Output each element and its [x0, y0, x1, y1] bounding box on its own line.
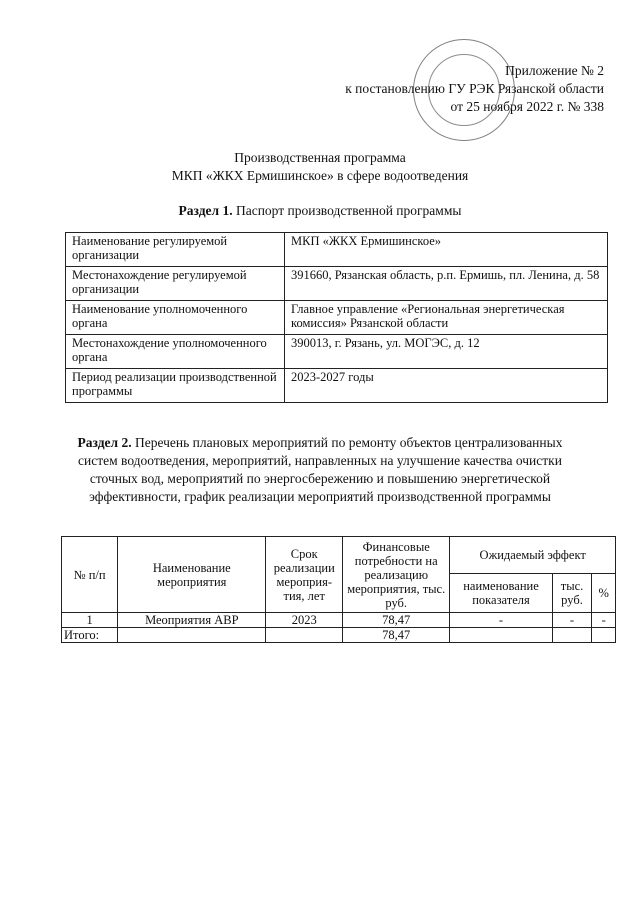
appendix-line-2: к постановлению ГУ РЭК Рязанской области	[345, 81, 604, 96]
header-name: Наименование мероприятия	[118, 537, 266, 613]
appendix-line-1: Приложение № 2	[505, 63, 604, 78]
table-row	[62, 613, 616, 628]
table-row	[66, 233, 608, 267]
table-row	[66, 369, 608, 403]
passport-label: Наименование регулируемой организации	[66, 233, 285, 267]
row-name: Меоприятия АВР	[118, 613, 266, 628]
total-finance: 78,47	[343, 628, 450, 643]
passport-label: Местонахождение регулируемой организации	[66, 267, 285, 301]
passport-value: МКП «ЖКХ Ермишинское»	[285, 233, 608, 267]
program-title	[0, 149, 640, 185]
passport-value: Главное управление «Региональная энергетическая комиссия» Рязанской области	[285, 301, 608, 335]
title-line-1: Производственная программа	[234, 150, 406, 165]
section-2-heading	[70, 434, 570, 506]
passport-value: 2023-2027 годы	[285, 369, 608, 403]
row-effect-rub: -	[552, 613, 592, 628]
total-empty	[450, 628, 552, 643]
passport-label: Период реализации производственной программы	[66, 369, 285, 403]
passport-table	[65, 232, 608, 403]
appendix-line-3: от 25 ноября 2022 г. № 338	[450, 99, 604, 114]
row-num: 1	[62, 613, 118, 628]
row-effect-pct: -	[592, 613, 616, 628]
total-empty	[118, 628, 266, 643]
total-empty	[266, 628, 343, 643]
section-2-number: Раздел 2.	[77, 435, 132, 450]
header-effect-pct: %	[592, 574, 616, 613]
row-term: 2023	[266, 613, 343, 628]
section-1-number: Раздел 1.	[178, 203, 233, 218]
header-num: № п/п	[62, 537, 118, 613]
table-row	[66, 267, 608, 301]
total-empty	[592, 628, 616, 643]
header-effect-name: наименование показателя	[450, 574, 552, 613]
section-1-text: Паспорт производственной программы	[232, 203, 462, 218]
header-finance: Финансовые потребности на реализацию мероприятия, тыс. руб.	[343, 537, 450, 613]
passport-label: Местонахождение уполномоченного органа	[66, 335, 285, 369]
table-total-row	[62, 628, 616, 643]
total-label: Итого:	[62, 628, 118, 643]
measures-table	[61, 536, 616, 643]
official-seal	[413, 39, 515, 141]
table-row	[66, 335, 608, 369]
passport-value: 390013, г. Рязань, ул. МОГЭС, д. 12	[285, 335, 608, 369]
row-effect-name: -	[450, 613, 552, 628]
title-line-2: МКП «ЖКХ Ермишинское» в сфере водоотведения	[171, 168, 469, 183]
section-2-text: Перечень плановых мероприятий по ремонту объектов централизованных систем водоотведения, мероприятий, направленных на улучшение качества очистки сточных вод, мероприятий по энергосбережению и повышению энергетической эффективности, график реализации мероприятий производственной программы	[78, 435, 563, 504]
total-empty	[552, 628, 592, 643]
header-effect: Ожидаемый эффект	[450, 537, 616, 574]
row-finance: 78,47	[343, 613, 450, 628]
section-1-heading	[0, 203, 640, 219]
header-term: Срок реализации мероприя-тия, лет	[266, 537, 343, 613]
passport-value: 391660, Рязанская область, р.п. Ермишь, пл. Ленина, д. 58	[285, 267, 608, 301]
passport-label: Наименование уполномоченного органа	[66, 301, 285, 335]
header-effect-rub: тыс. руб.	[552, 574, 592, 613]
table-row	[66, 301, 608, 335]
seal-inner-ring	[428, 54, 500, 126]
table-header-row	[62, 537, 616, 574]
